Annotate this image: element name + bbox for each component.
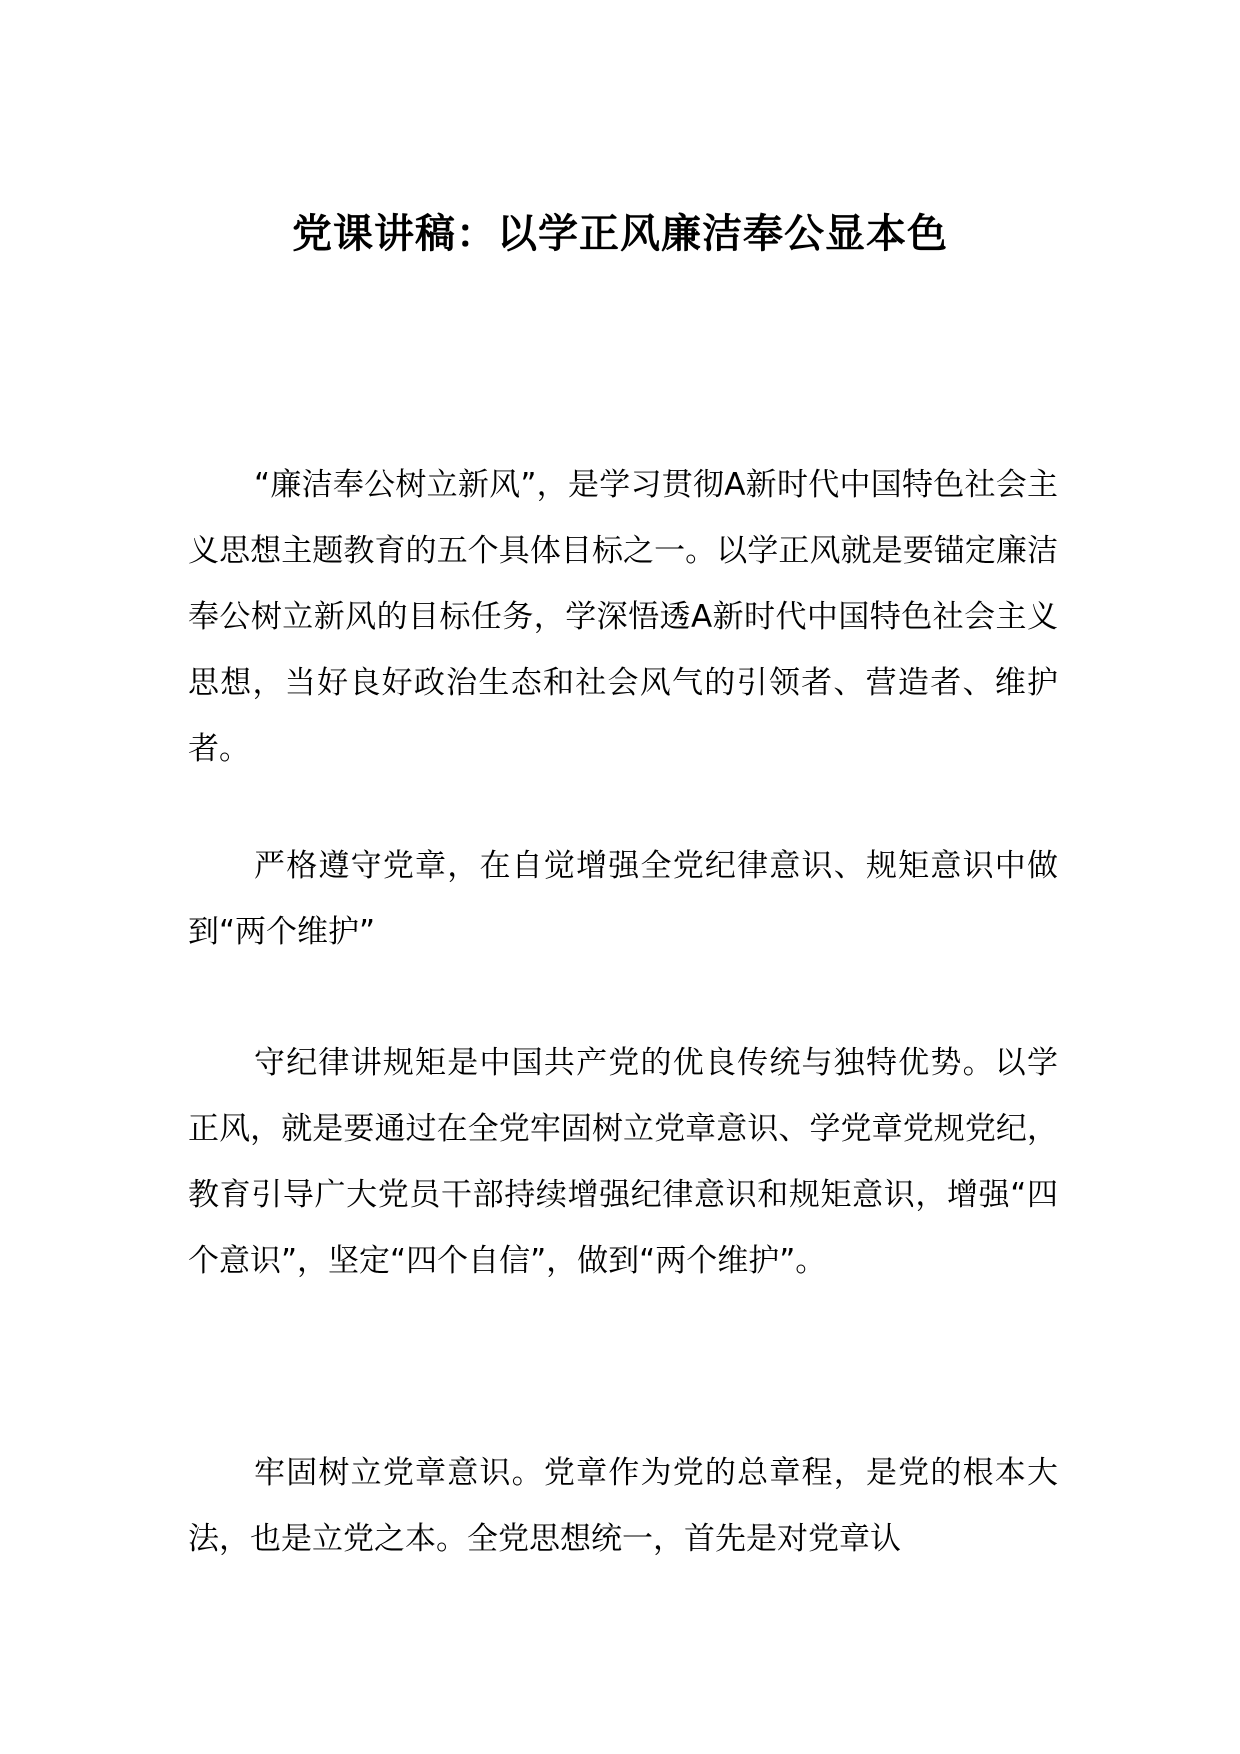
paragraph-discipline: 守纪律讲规矩是中国共产党的优良传统与独特优势。以学正风，就是要通过在全党牢固树立党章意识、学党章党规党纪，教育引导广大党员干部持续增强纪律意识和规矩意识，增强“四个意识”，坚定“四个自信”，做到“两个维护”。 bbox=[188, 1045, 1058, 1279]
paragraph-party-constitution: 牢固树立党章意识。党章作为党的总章程，是党的根本大法，也是立党之本。全党思想统一，首先是对党章认 bbox=[188, 1455, 1058, 1557]
paragraph-intro: “廉洁奉公树立新风”，是学习贯彻A新时代中国特色社会主义思想主题教育的五个具体目标之一。以学正风就是要锚定廉洁奉公树立新风的目标任务，学深悟透A新时代中国特色社会主义思想，当好良好政治生态和社会风气的引领者、营造者、维护者。 bbox=[188, 467, 1058, 767]
document-title: 党课讲稿：以学正风廉洁奉公显本色 bbox=[292, 211, 948, 257]
paragraph-subheading: 严格遵守党章，在自觉增强全党纪律意识、规矩意识中做到“两个维护” bbox=[188, 848, 1058, 950]
